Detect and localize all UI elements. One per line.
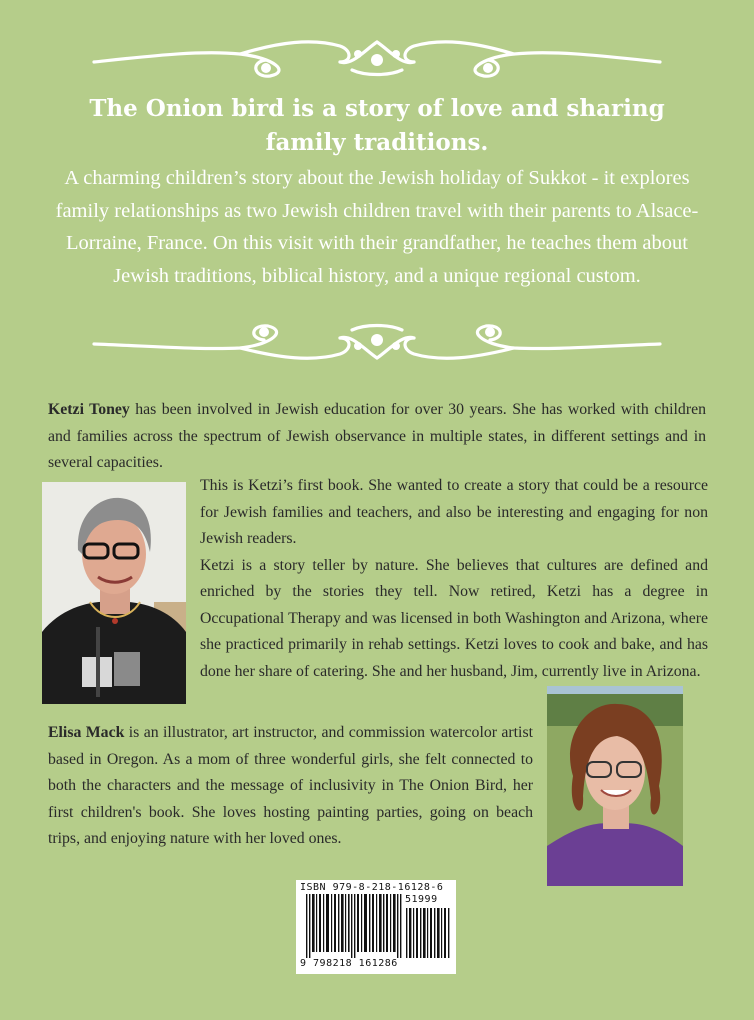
illustrator-photo xyxy=(547,686,683,886)
barcode-bars xyxy=(306,894,402,958)
author-first-book-paragraph: This is Ketzi’s first book. She wanted to create a story that could be a resource for Jewish families and teachers, and also be interesting and engaging for non Jewish readers. xyxy=(200,477,708,547)
barcode-addon-bars xyxy=(406,908,450,958)
isbn-label: ISBN 979-8-218-16128-6 xyxy=(300,882,444,893)
author-name: Ketzi Toney xyxy=(48,401,130,418)
bottom-flourish-ornament xyxy=(90,318,664,368)
author-photo xyxy=(42,482,186,704)
book-blurb: A charming children’s story about the Jewish holiday of Sukkot - it explores family relationships as two Jewish children travel with their parents to Alsace-Lorraine, France. On this visit with their grandfather, he teaches them about Jewish traditions, biblical history, and a unique regional custom. xyxy=(55,167,699,287)
barcode-digits: 9 798218 161286 xyxy=(300,958,398,969)
barcode-addon-price: 51999 xyxy=(405,894,438,905)
author-intro-text: has been involved in Jewish education for over 30 years. She has worked with children and families across the spectrum of Jewish observance in multiple states, in different settings and in several capacities. xyxy=(48,401,706,471)
illustrator-bio xyxy=(48,720,533,853)
author-background-paragraph: Ketzi is a story teller by nature. She believes that cultures are defined and enriched by the stories they tell. Now retired, Ketzi has a degree in Occupational Therapy and was licensed in both Washington and Arizona, where she practiced primarily in rehab settings. Ketzi loves to cook and bake, and has done her share of catering. She and her husband, Jim, currently live in Arizona. xyxy=(200,556,708,680)
illustrator-name: Elisa Mack xyxy=(48,724,125,741)
author-bio-details xyxy=(200,473,708,685)
illustrator-bio-text: is an illustrator, art instructor, and commission watercolor artist based in Oregon. As a mom of three wonderful girls, she felt connected to both the characters and the message of inclusivity in The Onion Bird, her first children's book. She loves hosting painting parties, going on beach trips, and enjoying nature with her loved ones. xyxy=(48,724,533,847)
isbn-barcode xyxy=(296,880,456,974)
top-flourish-ornament xyxy=(90,32,664,82)
headline: The Onion bird is a story of love and sharing family traditions. xyxy=(89,95,665,156)
author-bio-intro xyxy=(48,397,706,477)
